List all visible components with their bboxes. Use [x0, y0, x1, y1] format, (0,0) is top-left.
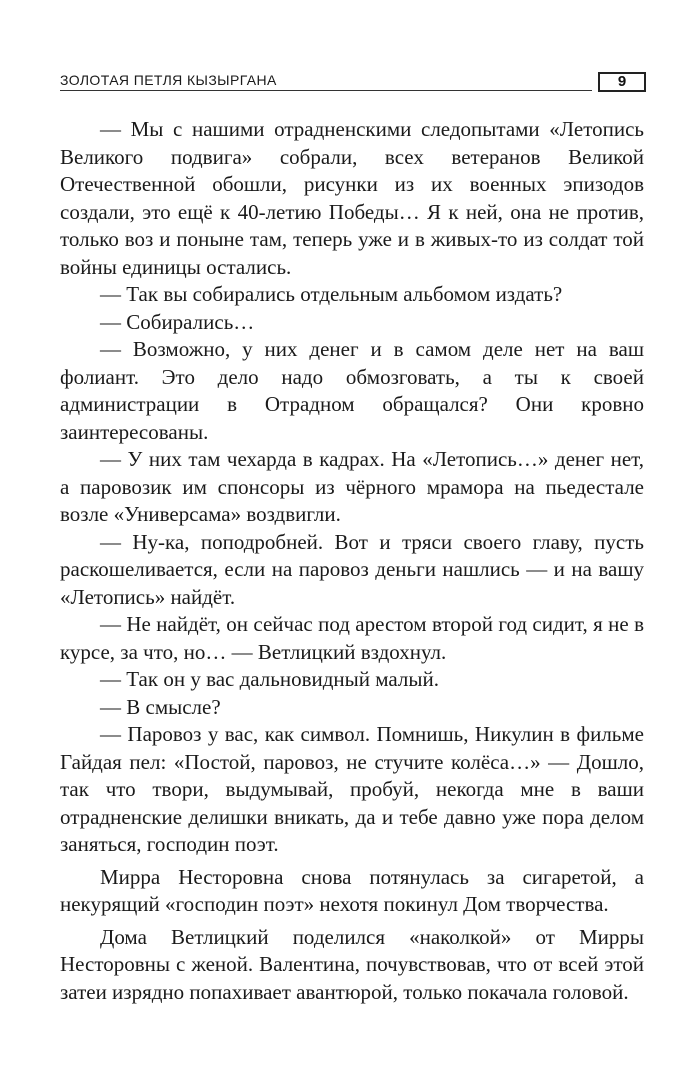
paragraph-5: — У них там чехарда в кадрах. На «Летопись…» денег нет, а паровозик им спонсоры из чёрного мрамора на пьедестале возле «Универсама» воздвигли.	[60, 447, 644, 526]
paragraph-2: — Так вы собирались отдельным альбомом издать?	[100, 282, 563, 306]
paragraph-7: — Не найдёт, он сейчас под арестом второй год сидит, я не в курсе, за что, но… — Ветлицкий вздохнул.	[60, 612, 644, 664]
paragraph-9: — В смысле?	[100, 694, 221, 719]
paragraph-6: — Ну-ка, поподробней. Вот и тряси своего главу, пусть раскошеливается, если на паровоз деньги нашлись — и на вашу «Летопись» найдёт.	[60, 529, 644, 609]
paragraph-4: — Возможно, у них денег и в самом деле нет на ваш фолиант. Это дело надо обмозговать, а ты к своей администрации в Отрадном обращался? Они кровно заинтересованы.	[60, 337, 644, 444]
paragraph-12: Дома Ветлицкий поделился «наколкой» от Мирры Несторовны с женой. Валентина, почувствовав, что от всей этой затеи изрядно попахивает авантюрой, только покачала головой.	[60, 924, 644, 1004]
paragraph-1: — Мы с нашими отрадненскими следопытами «Летопись Великого подвига» собрали, всех ветеранов Великой Отечественной обошли, рисунки из их военных эпизодов создали, это ещё к 40-летию Победы… Я к ней, она не против, только воз и поныне там, теперь уже и в живых-то из солдат той войны единицы остались.	[60, 117, 644, 279]
paragraph-10: — Паровоз у вас, как символ. Помнишь, Никулин в фильме Гайдая пел: «Постой, паровоз, не стучите колёса…» — Дошло, так что твори, выдумывай, пробуй, некогда мне в ваши отрадненские делишки вникать, да и тебе давно уже пора делом заняться, господин поэт.	[60, 722, 644, 856]
page-body	[60, 116, 644, 1006]
paragraph-8: — Так он у вас дальновидный малый.	[100, 667, 439, 691]
header-rule	[60, 90, 592, 91]
book-title: ЗОЛОТАЯ ПЕТЛЯ КЫЗЫРГАНА	[60, 72, 277, 88]
paragraph-11: Мирра Несторовна снова потянулась за сигаретой, а некурящий «господин поэт» нехотя покинул Дом творчества.	[60, 864, 644, 916]
paragraph-3: — Собирались…	[100, 309, 255, 334]
page-number: 9	[598, 72, 646, 92]
running-header	[60, 72, 650, 92]
